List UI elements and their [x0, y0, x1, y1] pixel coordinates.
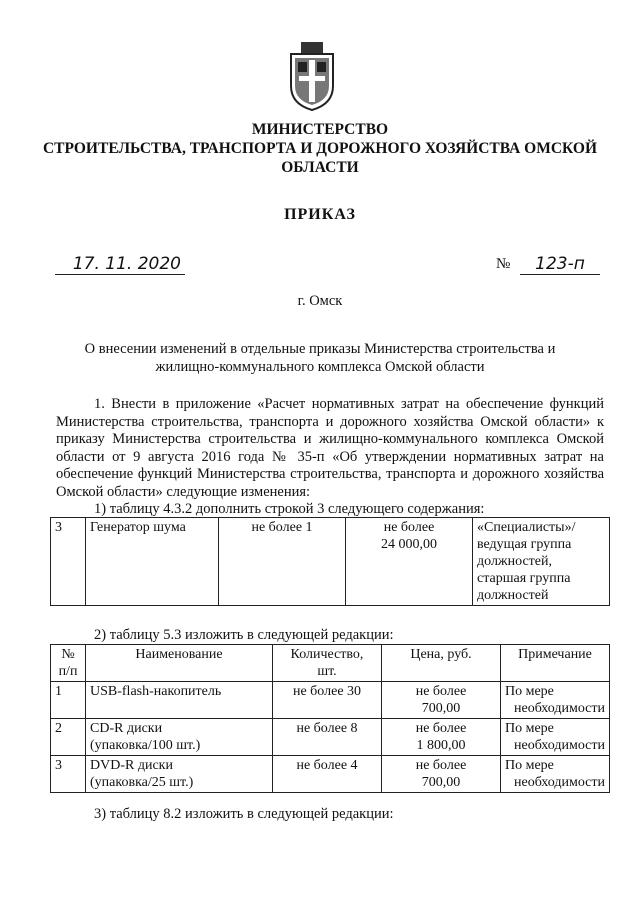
cell-note: «Специалисты»/ ведущая группа должностей, старшая группа должностей [473, 518, 610, 606]
order-number: 123-п [520, 254, 600, 275]
table-row [51, 719, 610, 756]
cell-price: не более 700,00 [382, 682, 501, 719]
order-subject [80, 340, 560, 376]
cell-note: По мере необходимости [501, 719, 610, 756]
cell-num: 3 [51, 518, 86, 606]
table-4-3-2-row [50, 517, 610, 606]
item-2-text: 2) таблицу 5.3 изложить в следующей редакции: [94, 627, 394, 643]
ministry-line-3: ОБЛАСТИ [281, 159, 359, 176]
header-price: Цена, руб. [382, 645, 501, 682]
cell-note: По мере необходимости [501, 756, 610, 793]
cell-name: Генератор шума [86, 518, 219, 606]
header-num: № п/п [51, 645, 86, 682]
cell-qty: не более 1 [219, 518, 346, 606]
order-date: 17. 11. 2020 [55, 254, 185, 275]
cell-num: 2 [51, 719, 86, 756]
cell-name: USB-flash-накопитель [86, 682, 273, 719]
table-header-row [51, 645, 610, 682]
table-row [51, 682, 610, 719]
date-field [55, 254, 185, 278]
item-1-text: 1) таблицу 4.3.2 дополнить строкой 3 следующего содержания: [94, 501, 485, 517]
cell-qty: не более 8 [273, 719, 382, 756]
subject-line-1: О внесении изменений в отдельные приказы Министерства строительства и [84, 341, 556, 357]
cell-note: По мере необходимости [501, 682, 610, 719]
cell-num: 3 [51, 756, 86, 793]
cell-price: не более 24 000,00 [346, 518, 473, 606]
paragraph-1: 1. Внести в приложение «Расчет нормативных затрат на обеспечение функций Министерства строительства, транспорта и дорожного хозяйства Омской области» к приказу Министерства строительства и жилищно-коммунального комплекса Омской области от 9 августа 2016 года № 35-п «Об утверждении нормативных затрат на обеспечение функций Министерства строительства, транспорта и дорожного хозяйства Омской области» следующие изменения: [56, 396, 604, 500]
cell-name: DVD-R диски (упаковка/25 шт.) [86, 756, 273, 793]
table-row [51, 518, 610, 606]
item-3-text: 3) таблицу 8.2 изложить в следующей редакции: [94, 806, 394, 822]
ministry-line-2: СТРОИТЕЛЬСТВА, ТРАНСПОРТА И ДОРОЖНОГО ХОЗЯЙСТВА ОМСКОЙ [42, 140, 598, 157]
cell-price: не более 1 800,00 [382, 719, 501, 756]
coat-of-arms-icon [287, 42, 337, 112]
ministry-line-1: МИНИСТЕРСТВО [251, 121, 389, 138]
cell-price: не более 700,00 [382, 756, 501, 793]
cell-name: CD-R диски (упаковка/100 шт.) [86, 719, 273, 756]
number-label: № [496, 256, 511, 272]
city: г. Омск [297, 293, 343, 309]
header-name: Наименование [86, 645, 273, 682]
cell-qty: не более 30 [273, 682, 382, 719]
ministry-name [0, 120, 640, 177]
header-note: Примечание [501, 645, 610, 682]
document-type: ПРИКАЗ [284, 206, 356, 223]
header-qty: Количество, шт. [273, 645, 382, 682]
cell-num: 1 [51, 682, 86, 719]
table-5-3 [50, 644, 610, 793]
table-row [51, 756, 610, 793]
subject-line-2: жилищно-коммунального комплекса Омской области [155, 359, 485, 375]
cell-qty: не более 4 [273, 756, 382, 793]
